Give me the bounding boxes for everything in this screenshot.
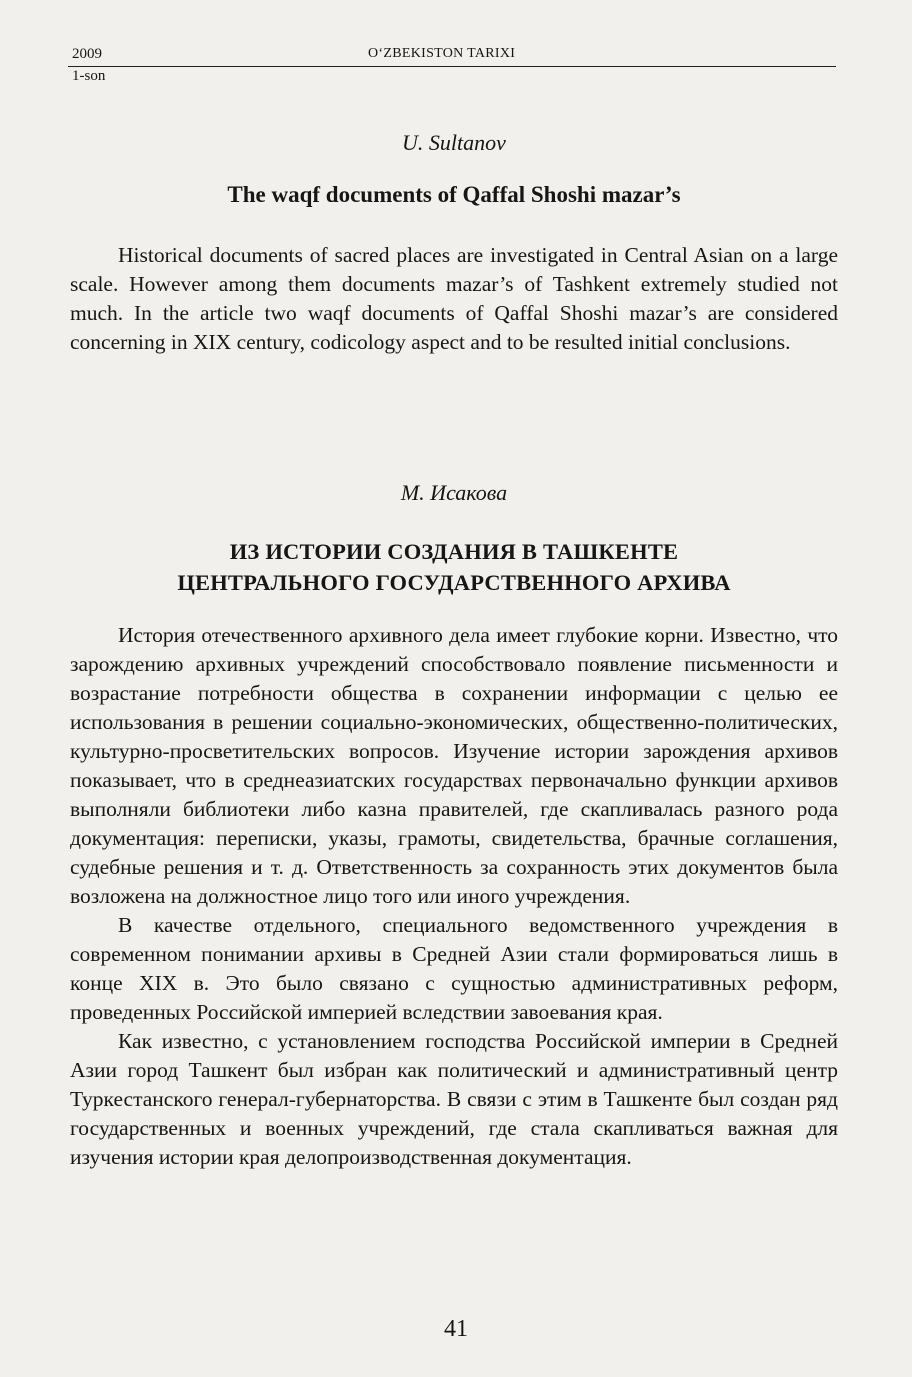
body-paragraph-1: История отечественного архивного дела имеет глубокие корни. Известно, что зарождению архивных учреждений способствовало появление письменности и возрастание потребности общества в сохранении информации с целью ее использования в решении социально-экономических, общественно-политических, культурно-просветительских вопросов. Изучение истории зарождения архивов показывает, что в среднеазиатских государствах первоначально функции архивов выполняли библиотеки либо казна правителей, где скапливалась разного рода документация: переписки, указы, грамоты, свидетельства, брачные соглашения, судебные решения и т. д. Ответственность за сохранность этих документов была возложена на должностное лицо того или иного учреждения. [70, 623, 838, 908]
russian-title-line-1: ИЗ ИСТОРИИ СОЗДАНИЯ В ТАШКЕНТЕ [229, 539, 679, 564]
english-abstract-text: Historical documents of sacred places are investigated in Central Asian on a large scale. However among them documents mazar’s of Tashkent extremely studied not much. In the article two waqf documents of Qaffal Shoshi mazar’s are considered concerning in XIX century, codicology aspect and to be resulted initial conclusions. [70, 243, 838, 354]
russian-title-line-2: ЦЕНТРАЛЬНОГО ГОСУДАРСТВЕННОГО АРХИВА [177, 570, 731, 595]
header-journal-title: O‘ZBEKISTON TARIXI [368, 46, 516, 61]
russian-article-body [70, 621, 838, 1172]
page-number: 41 [444, 1316, 468, 1342]
running-header [68, 44, 836, 82]
russian-article-author: М. Исакова [400, 480, 508, 505]
header-rule [68, 66, 836, 67]
header-year: 2009 [72, 46, 102, 62]
english-abstract [70, 241, 838, 357]
russian-article-title [70, 536, 838, 598]
body-paragraph-3: Как известно, с установлением господства Российской империи в Средней Азии город Ташкент был избран как политический и административный центр Туркестанского генерал-губернаторства. В связи с этим в Ташкенте был создан ряд государственных и военных учреждений, где стала скапливаться важная для изучения истории края делопроизводственная документация. [70, 1029, 838, 1169]
english-article-title: The waqf documents of Qaffal Shoshi mazar’s [227, 182, 681, 207]
english-article-author: U. Sultanov [402, 130, 506, 155]
header-issue: 1-son [72, 68, 106, 84]
body-paragraph-2: В качестве отдельного, специального ведомственного учреждения в современном понимании архивы в Средней Азии стали формироваться лишь в конце XIX в. Это было связано с сущностью административных реформ, проведенных Российской империей вследствии завоевания края. [70, 913, 838, 1024]
